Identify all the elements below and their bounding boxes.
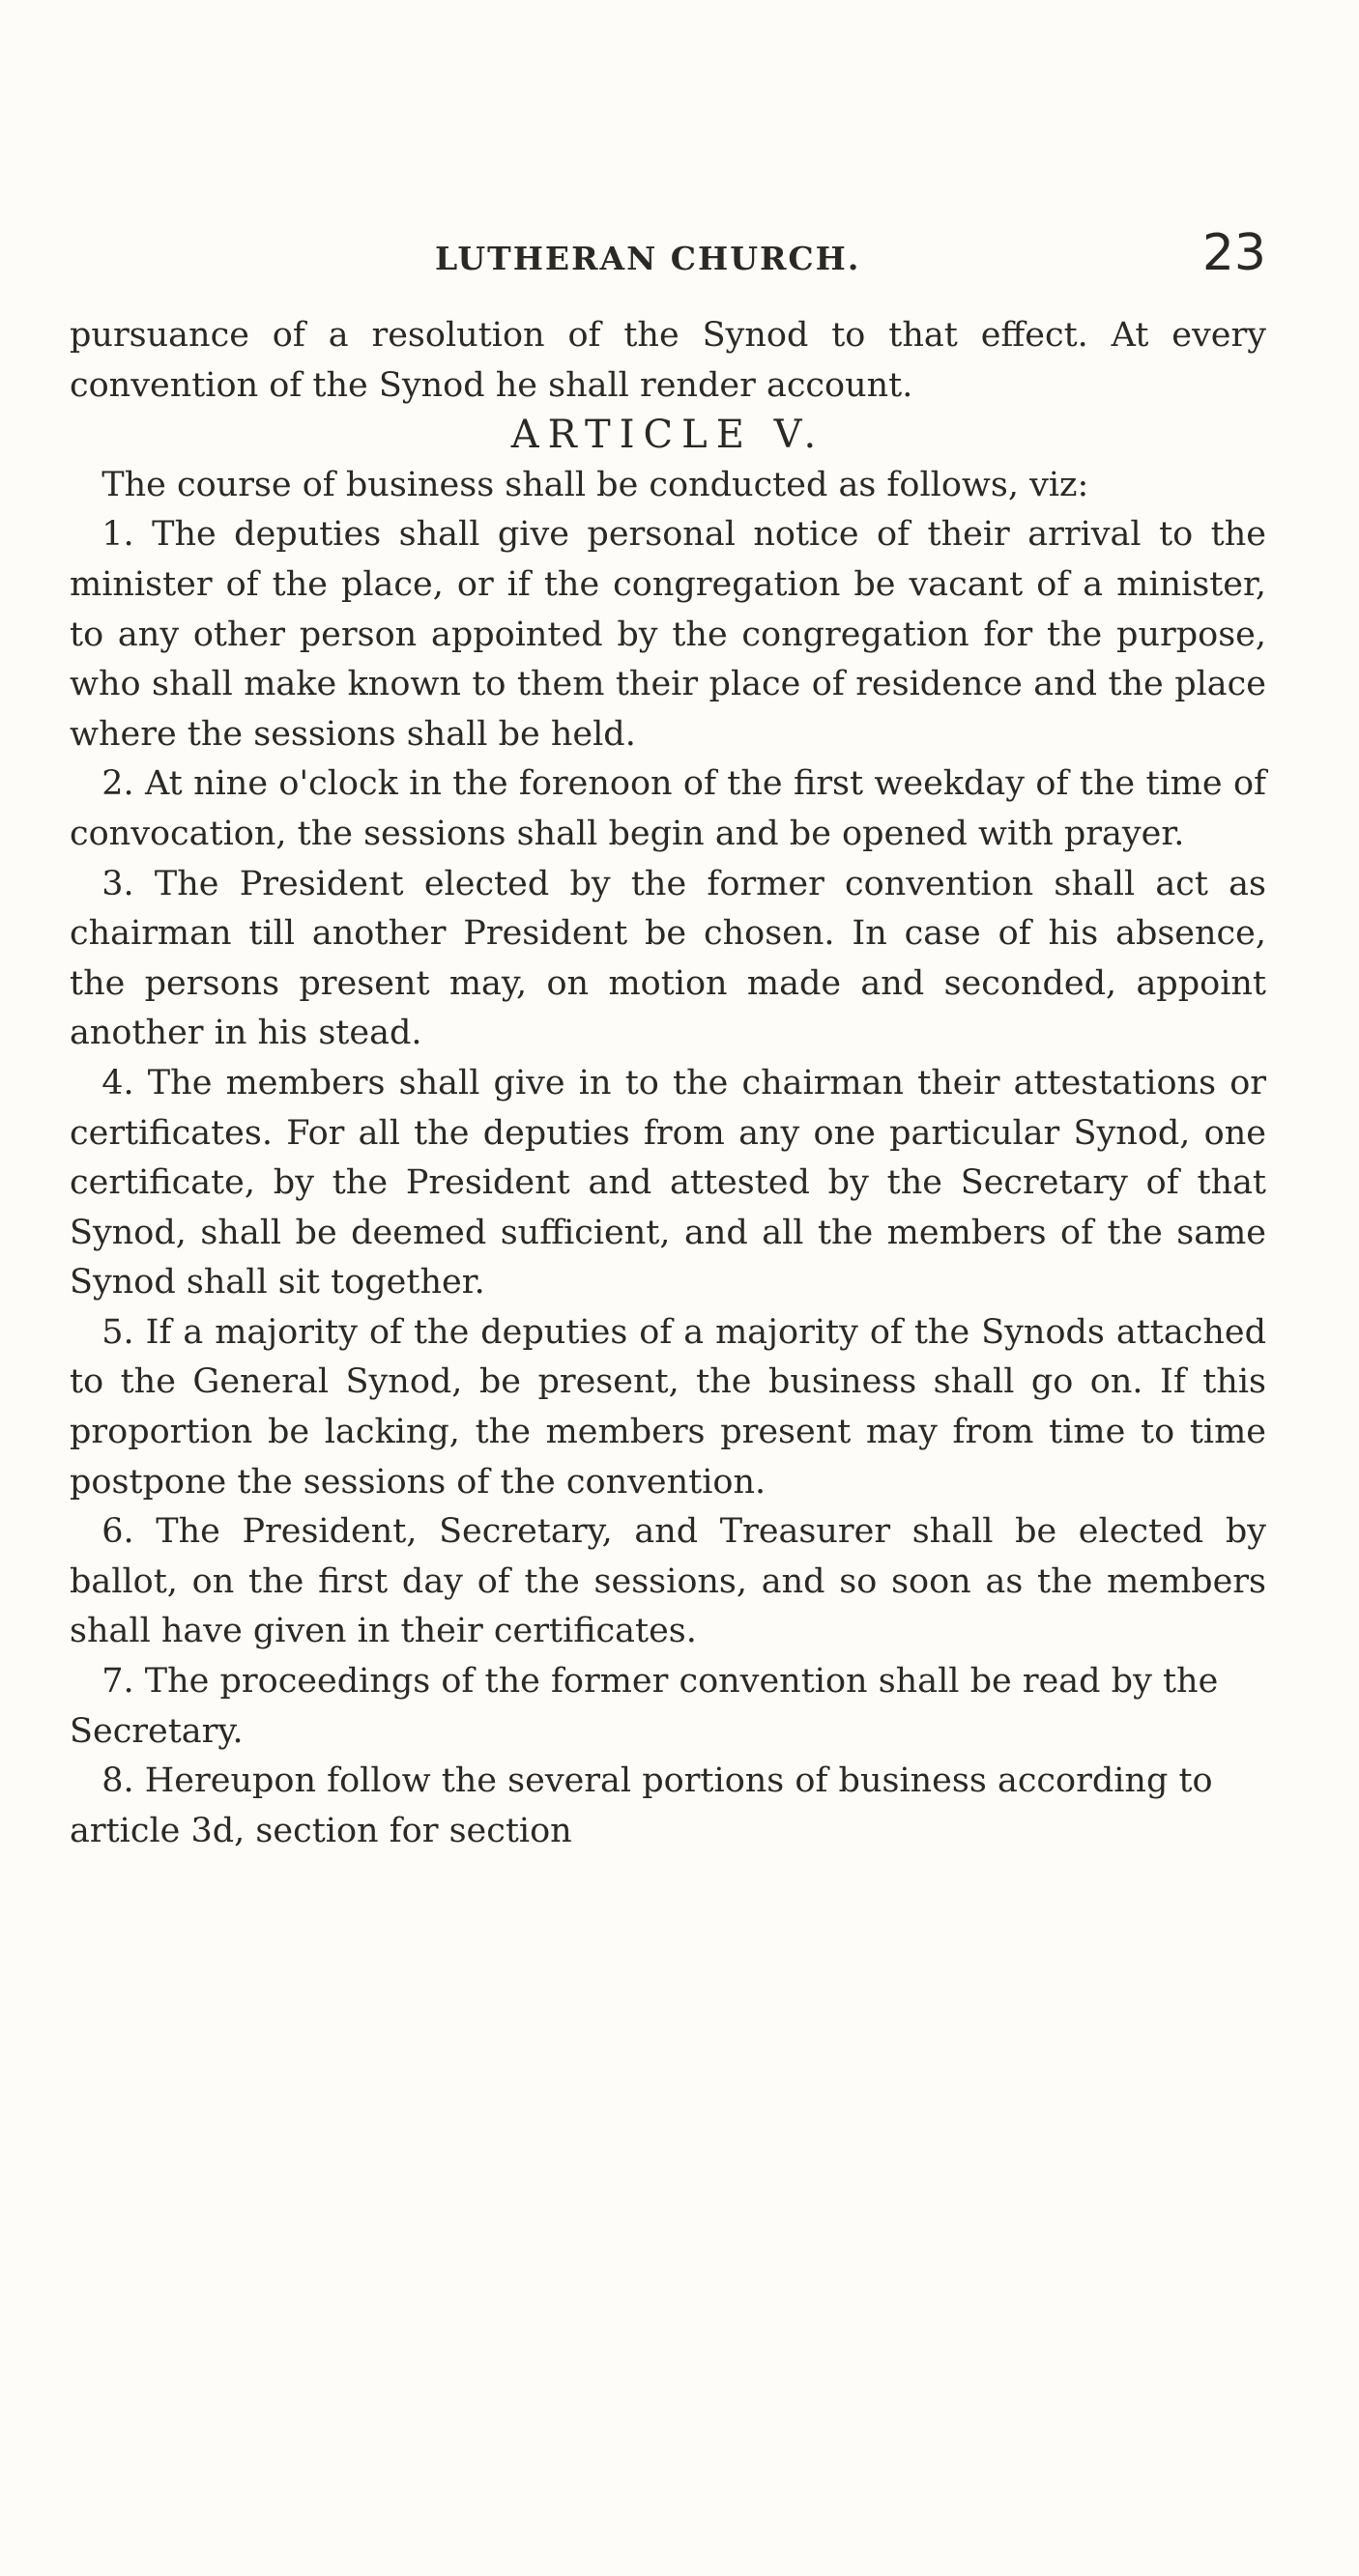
article-heading: ARTICLE V. [510, 413, 825, 458]
section-paragraph: 5. If a majority of the deputies of a majority of the Synods attached to the General Synod, be present, the business shall go on. If this proportion be lacking, the members present may from time to time postpone the sessions of the convention. [70, 1312, 1266, 1502]
running-head [70, 224, 1266, 288]
section-paragraph: 8. Hereupon follow the several portions of business according to article 3d, section for section [70, 1761, 1213, 1850]
intro-paragraph: The course of business shall be conducted as follows, viz: [101, 465, 1089, 504]
section-paragraph: 6. The President, Secretary, and Treasurer shall be elected by ballot, on the first day of the sessions, and so soon as the members shall have given in their certificates. [70, 1512, 1266, 1651]
section-paragraph: 1. The deputies shall give personal notice of their arrival to the minister of the place, or if the congregation be vacant of a minister, to any other person appointed by the congregation for the purpose, who shall make known to them their place of residence and the place where the sessions shall be held. [70, 515, 1266, 754]
section-paragraph: 3. The President elected by the former convention shall act as chairman till another President be chosen. In case of his absence, the persons present may, on motion made and seconded, appoint another in his stead. [70, 864, 1266, 1053]
body-text [70, 311, 1266, 1856]
page-number: 23 [1201, 224, 1266, 282]
opening-paragraph: pursuance of a resolution of the Synod to that effect. At every convention of the Synod he shall render account. [70, 316, 1266, 405]
section-paragraph: 2. At nine o'clock in the forenoon of the first weekday of the time of convocation, the sessions shall begin and be opened with prayer. [70, 764, 1266, 853]
running-title: LUTHERAN CHURCH. [435, 240, 861, 277]
section-paragraph: 4. The members shall give in to the chairman their attestations or certificates. For all the deputies from any one particular Synod, one certificate, by the President and attested by the Secretary of that Synod, shall be deemed sufficient, and all the members of the same Synod shall sit together. [70, 1063, 1266, 1302]
section-paragraph: 7. The proceedings of the former convention shall be read by the Secretary. [70, 1662, 1219, 1751]
